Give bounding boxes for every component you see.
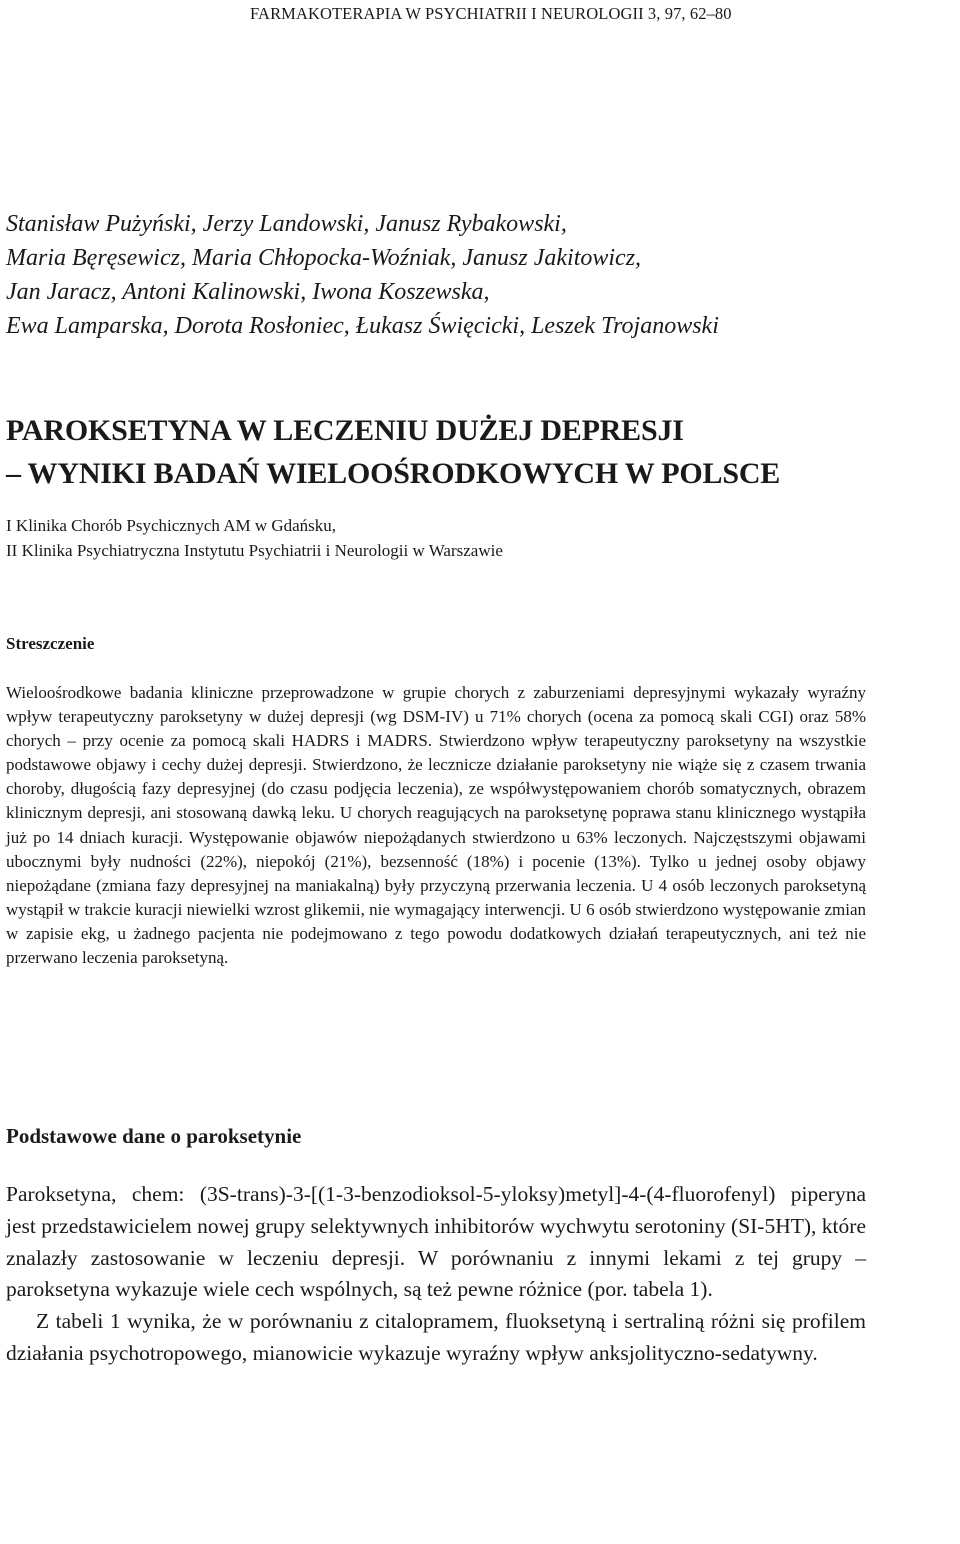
title-line: – WYNIKI BADAŃ WIELOOŚRODKOWYCH W POLSCE [6,457,781,490]
article-title [6,409,906,495]
abstract-heading: Streszczenie [6,634,95,653]
author-line: Stanisław Pużyński, Jerzy Landowski, Janusz Rybakowski, [6,211,567,237]
body-paragraph: Paroksetyna, chem: (3S-trans)-3-[(1-3-benzodioksol-5-yloksy)metyl]-4-(4-fluorofenyl) piperyna jest przedstawicielem nowej grupy selektywnych inhibitorów wychwytu serotoniny (SI-5HT), które znalazły zastosowanie w leczeniu depresji. W porównaniu z innymi lekami z tej grupy – paroksetyna wykazuje wiele cech wspólnych, są też pewne różnice (por. tabela 1). [6,1182,866,1302]
author-line: Jan Jaracz, Antoni Kalinowski, Iwona Koszewska, [6,279,490,305]
author-line: Ewa Lamparska, Dorota Rosłoniec, Łukasz Święcicki, Leszek Trojanowski [6,313,719,339]
affiliations [6,513,906,563]
affiliation-line: II Klinika Psychiatryczna Instytutu Psychiatrii i Neurologii w Warszawie [6,541,503,560]
running-header: FARMAKOTERAPIA W PSYCHIATRII I NEUROLOGII 3, 97, 62–80 [250,4,732,23]
body-paragraph: Z tabeli 1 wynika, że w porównaniu z citalopramem, fluoksetyną i sertraliną różni się profilem działania psychotropowego, mianowicie wykazuje wyraźny wpływ anksjolityczno-sedatywny. [6,1309,866,1365]
title-line: PAROKSETYNA W LECZENIU DUŻEJ DEPRESJI [6,414,684,447]
affiliation-line: I Klinika Chorób Psychicznych AM w Gdańsku, [6,516,337,535]
author-list [6,207,906,343]
author-line: Maria Bęręsewicz, Maria Chłopocka-Woźniak, Janusz Jakitowicz, [6,245,642,271]
section-heading: Podstawowe dane o paroksetynie [6,1124,302,1148]
abstract-text: Wieloośrodkowe badania kliniczne przeprowadzone w grupie chorych z zaburzeniami depresyjnymi wykazały wyraźny wpływ terapeutyczny paroksetyny w dużej depresji (wg DSM-IV) u 71% chorych (ocena za pomocą skali CGI) oraz 58% chorych – przy ocenie za pomocą skali HADRS i MADRS. Stwierdzono wpływ terapeutyczny paroksetyny na wszystkie podstawowe objawy i cechy dużej depresji. Stwierdzono, że lecznicze działanie paroksetyny nie wiąże się z czasem trwania choroby, długością fazy depresyjnej (do czasu podjęcia leczenia), ze współwystępowaniem chorób somatycznych, obrazem klinicznym depresji, ani stosowaną dawką leku. U chorych reagujących na paroksetynę poprawa stanu klinicznego wystąpiła już po 14 dniach kuracji. Występowanie objawów niepożądanych stwierdzono u 63% leczonych. Najczęstszymi objawami ubocznymi były nudności (22%), niepokój (21%), bezsenność (18%) i pocenie (13%). Tylko u jednej osoby objawy niepożądane (zmiana fazy depresyjnej na maniakalną) były przyczyną przerwania leczenia. U 4 osób leczonych paroksetyną wystąpił w trakcie kuracji niewielki wzrost glikemii, nie wymagający interwencji. U 6 osób stwierdzono występowanie zmian w zapisie ekg, u żadnego pacjenta nie podejmowano z tego powodu dodatkowych działań terapeutycznych, ani też nie przerwano leczenia paroksetyną. [6,683,866,968]
section-body [6,1179,866,1370]
